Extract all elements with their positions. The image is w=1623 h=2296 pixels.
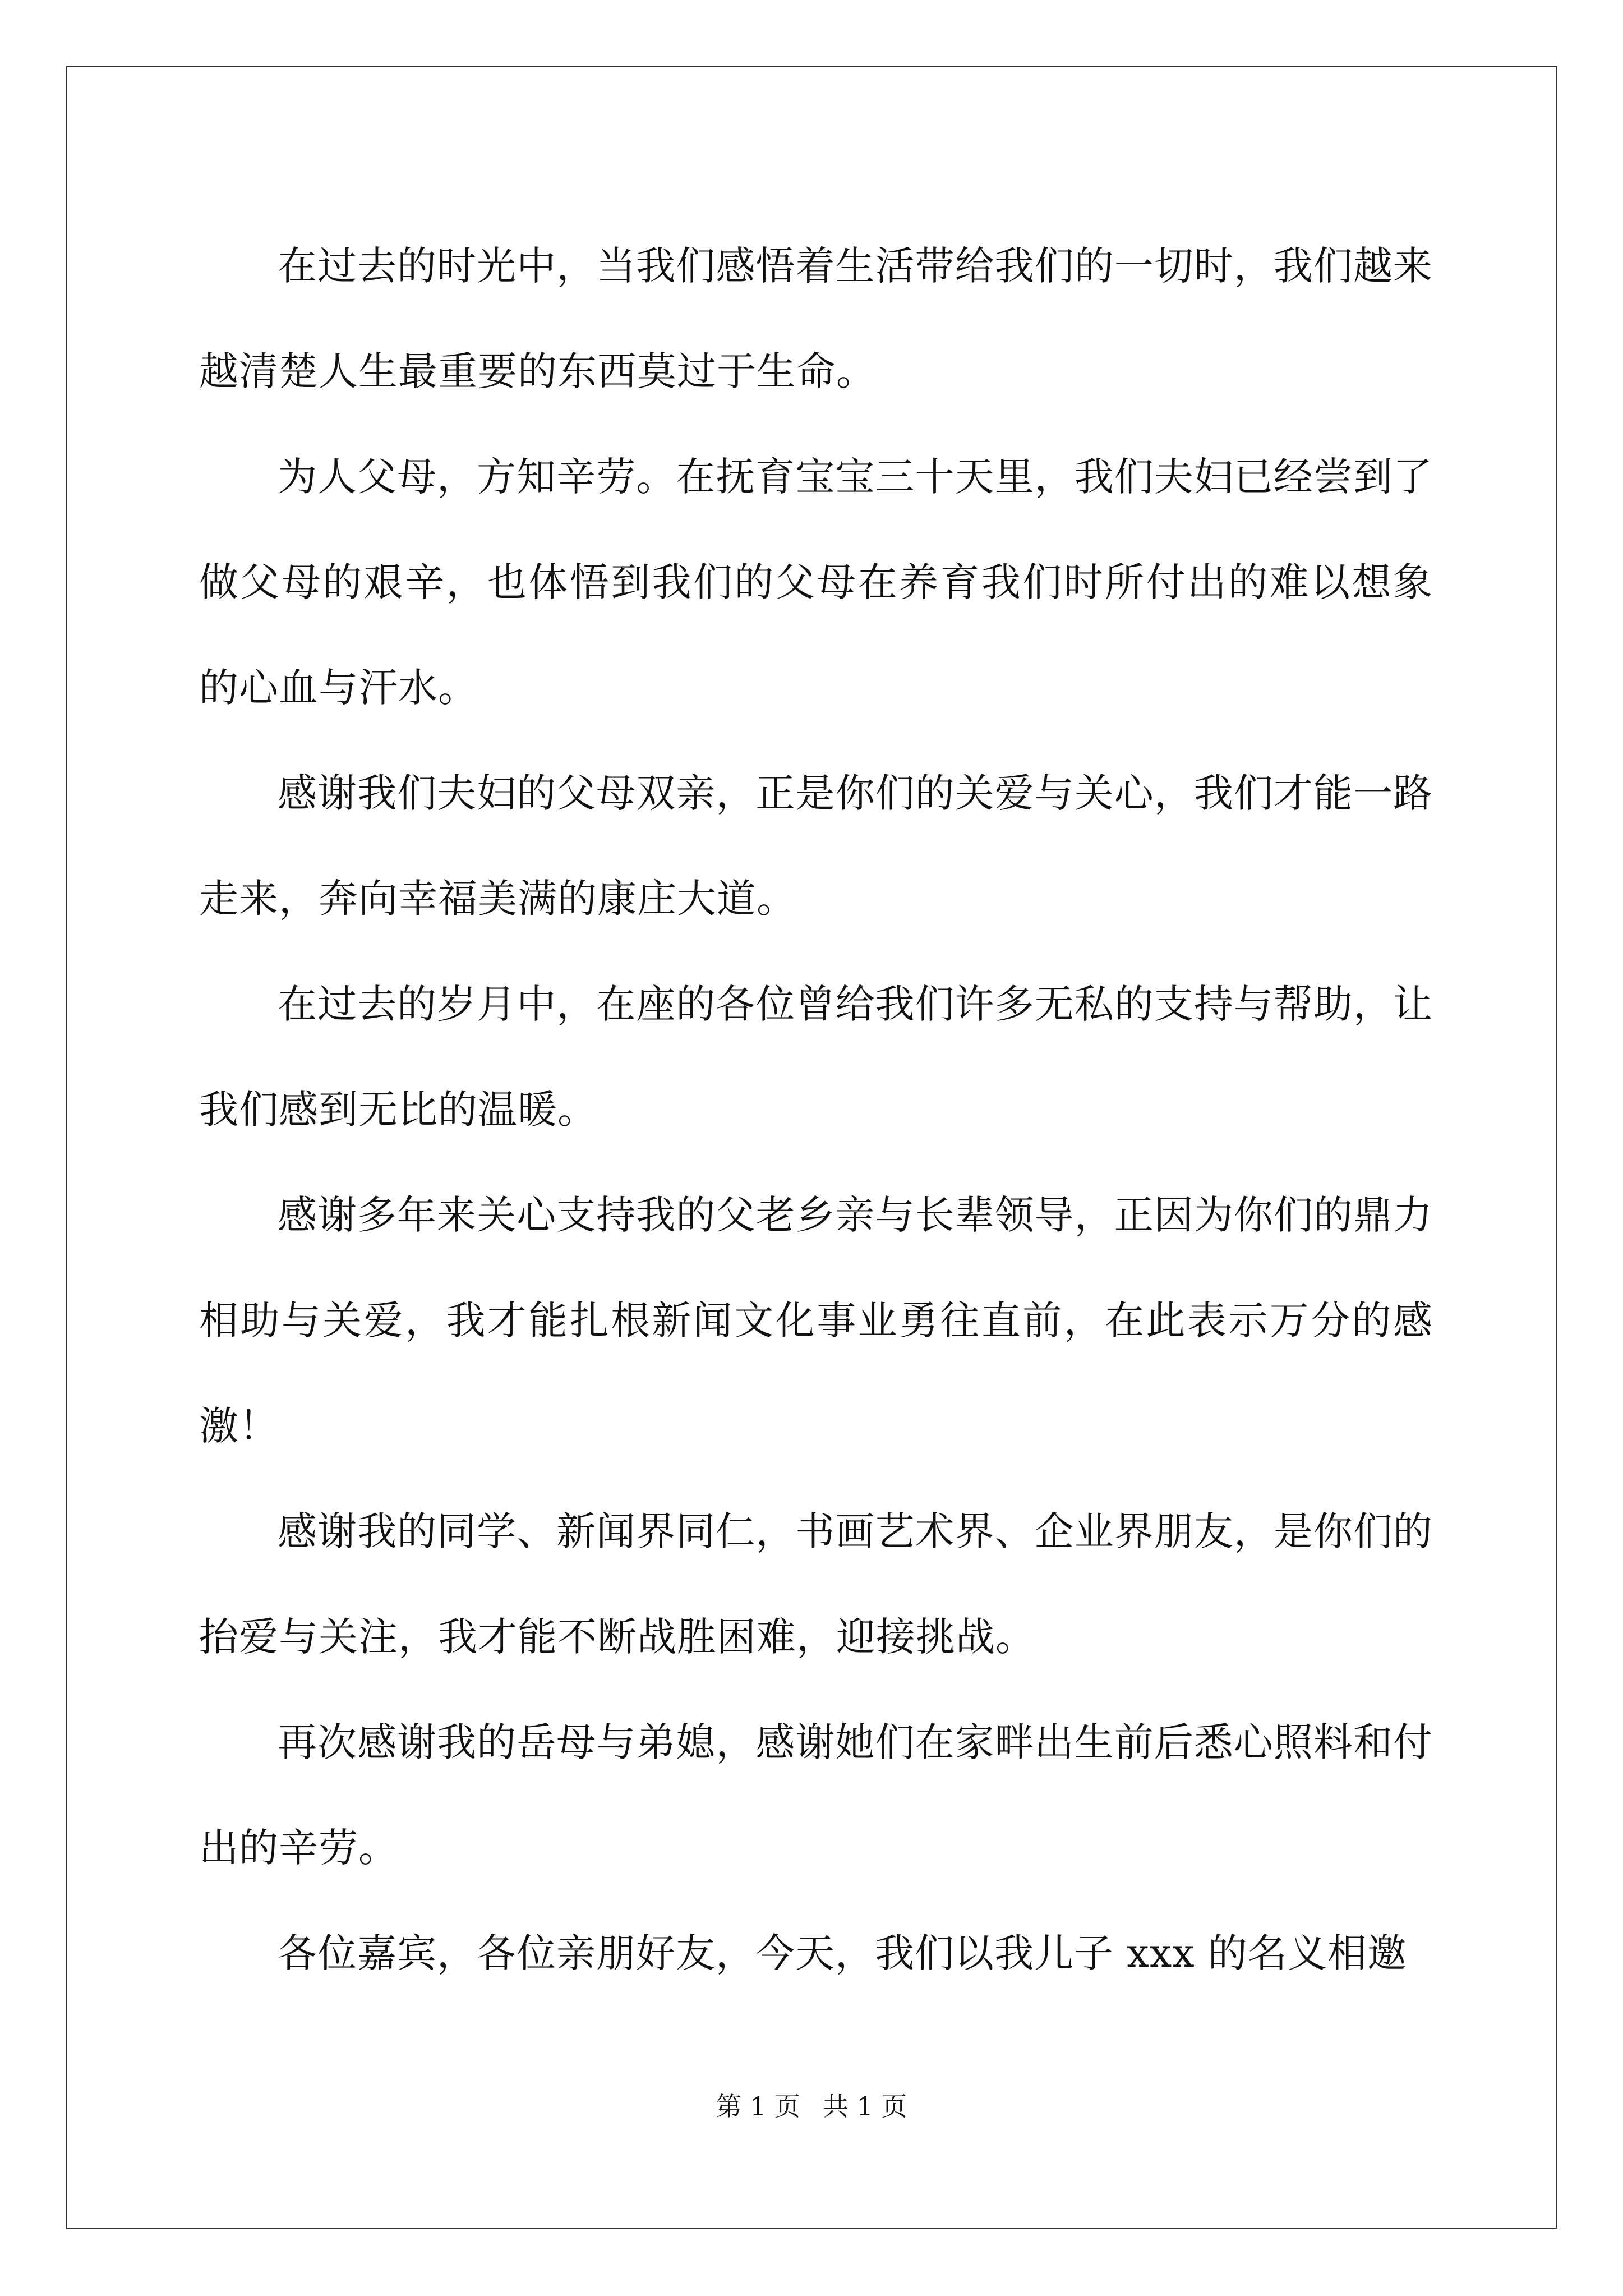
paragraph-1: 在过去的时光中，当我们感悟着生活带给我们的一切时，我们越来越清楚人生最重要的东西莫过于生命。 [199, 243, 1433, 394]
paragraph-3: 感谢我们夫妇的父母双亲，正是你们的关爱与关心，我们才能一路走来，奔向幸福美满的康庄大道。 [199, 770, 1433, 922]
paragraph-7: 再次感谢我的岳母与弟媳，感谢她们在家畔出生前后悉心照料和付出的辛劳。 [199, 1719, 1433, 1871]
paragraph-5: 感谢多年来关心支持我的父老乡亲与长辈领导，正因为你们的鼎力相助与关爱，我才能扎根新闻文化事业勇往直前，在此表示万分的感激！ [199, 1192, 1433, 1449]
page-total: 共 1 页 [823, 2091, 907, 2122]
page-footer [0, 2090, 1623, 2123]
paragraph-2: 为人父母，方知辛劳。在抚育宝宝三十天里，我们夫妇已经尝到了做父母的艰辛，也体悟到我们的父母在养育我们时所付出的难以想象的心血与汗水。 [199, 454, 1433, 711]
page-number: 第 1 页 [716, 2091, 800, 2122]
paragraph-8: 各位嘉宾，各位亲朋好友，今天，我们以我儿子 xxx 的名义相邀 [278, 1930, 1407, 1976]
document-body [199, 213, 1433, 2006]
paragraph-6: 感谢我的同学、新闻界同仁，书画艺术界、企业界朋友，是你们的抬爱与关注，我才能不断战胜困难，迎接挑战。 [199, 1508, 1433, 1660]
paragraph-4: 在过去的岁月中，在座的各位曾给我们许多无私的支持与帮助，让我们感到无比的温暖。 [199, 981, 1433, 1133]
